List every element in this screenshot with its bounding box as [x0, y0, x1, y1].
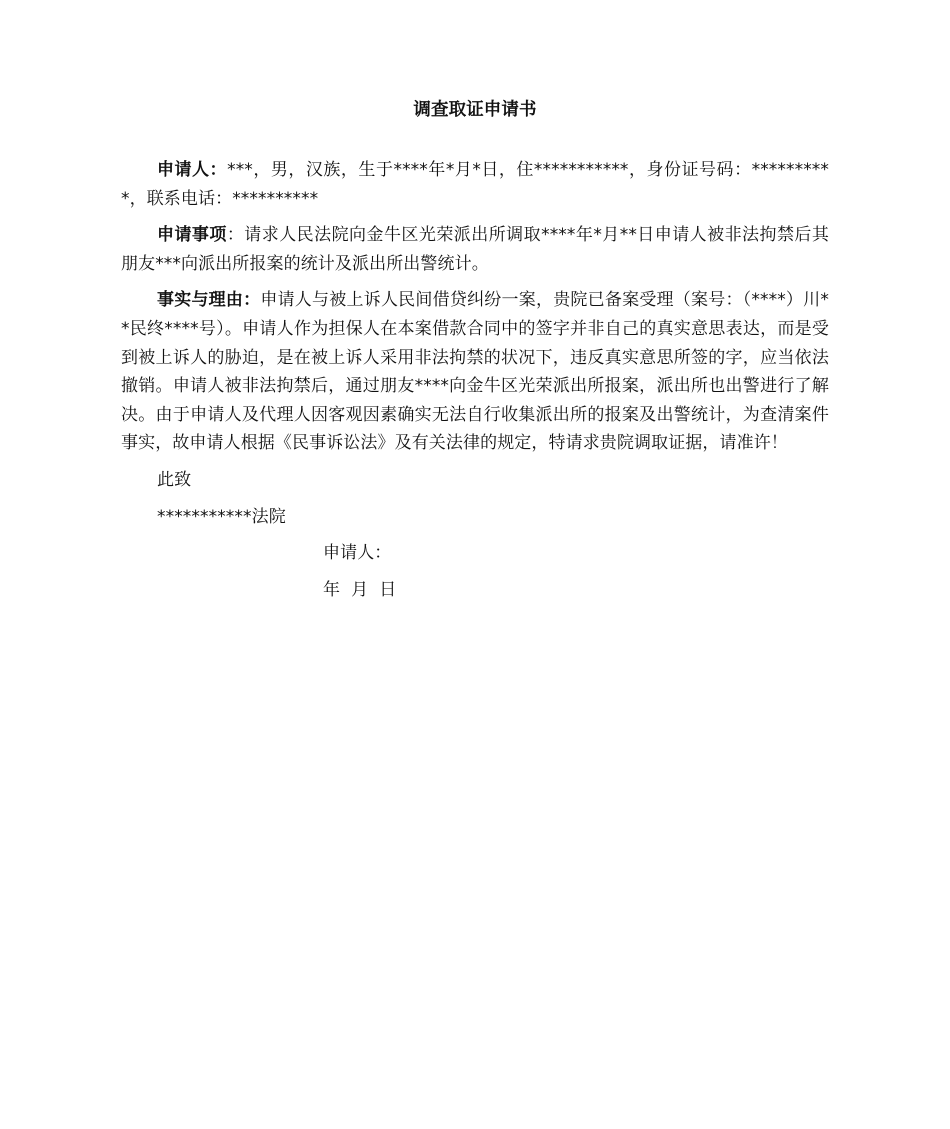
applicant-paragraph — [121, 156, 829, 213]
document-body — [121, 96, 829, 612]
date-year: 年 — [323, 579, 341, 600]
applicant-label: 申请人： — [157, 160, 228, 180]
closing-line: 此致 — [157, 469, 192, 490]
facts-label: 事实与理由： — [157, 290, 261, 311]
request-label: 申请事项 — [157, 225, 227, 246]
date-day: 日 — [379, 579, 397, 600]
facts-paragraph — [121, 286, 829, 458]
applicant-text: ***，男，汉族，生于****年*月*日，住***********，身份证号码：**********，联系电话：********** — [121, 160, 829, 209]
signature-line: 申请人： — [323, 543, 392, 564]
date-month: 月 — [351, 579, 369, 600]
facts-text: 申请人与被上诉人民间借贷纠纷一案，贵院已备案受理（案号：（****）川**民终****号）。申请人作为担保人在本案借款合同中的签字并非自己的真实意思表达，而是受到被上诉人的胁迫，是在被上诉人采用非法拘禁的状况下，违反真实意思所签的字，应当依法撤销。申请人被非法拘禁后，通过朋友****向金牛区光荣派出所报案，派出所也出警进行了解决。由于申请人及代理人因客观因素确实无法自行收集派出所的报案及出警统计，为查清案件事实，故申请人根据《民事诉讼法》及有关法律的规定，特请求贵院调取证据，请准许！ — [121, 290, 829, 454]
request-text: ：请求人民法院向金牛区光荣派出所调取****年*月**日申请人被非法拘禁后其朋友***向派出所报案的统计及派出所出警统计。 — [121, 225, 829, 274]
request-paragraph — [121, 221, 829, 278]
document-title: 调查取证申请书 — [413, 100, 537, 120]
recipient-line: ***********法院 — [157, 506, 286, 527]
date-line — [121, 576, 829, 605]
